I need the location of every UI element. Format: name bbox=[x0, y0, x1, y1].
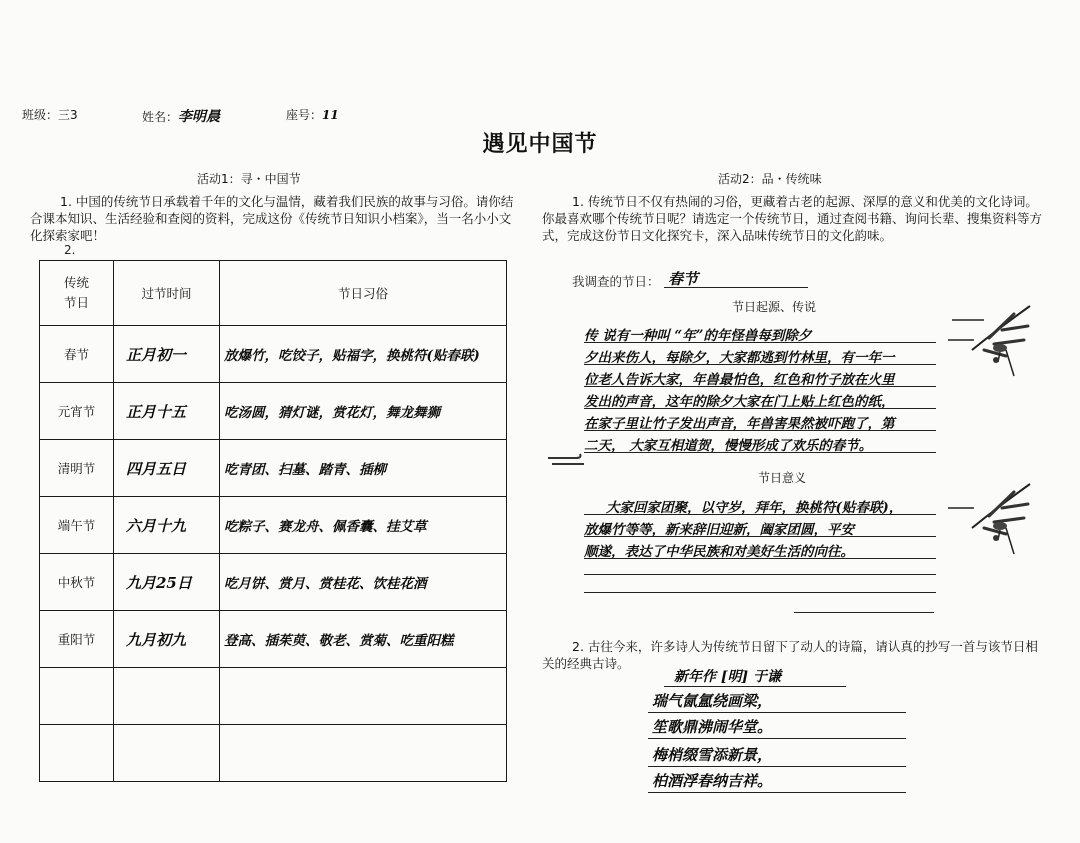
answer-line bbox=[584, 452, 936, 453]
class-label: 班级： bbox=[22, 108, 59, 122]
answer-line bbox=[648, 766, 906, 767]
name-field bbox=[142, 106, 220, 126]
festival-date: 九月初九 bbox=[114, 611, 220, 668]
activity-2-heading: 活动2：品・传统味 bbox=[718, 172, 822, 186]
table-row bbox=[40, 440, 507, 497]
bamboo-decoration-icon bbox=[944, 300, 1036, 380]
festival-name: 端午节 bbox=[40, 497, 114, 554]
activity-1-heading: 活动1：寻・中国节 bbox=[197, 172, 301, 186]
name-value: 李明晨 bbox=[178, 109, 221, 125]
festival-date bbox=[114, 725, 220, 782]
poem-line: 柏酒浮春纳吉祥。 bbox=[652, 772, 773, 790]
festival-date: 正月十五 bbox=[114, 383, 220, 440]
festival-name: 清明节 bbox=[40, 440, 114, 497]
festival-date: 六月十九 bbox=[114, 497, 220, 554]
item-2-label: 2. bbox=[64, 243, 76, 257]
class-value: 三3 bbox=[58, 108, 78, 122]
origin-heading: 节日起源、传说 bbox=[732, 300, 817, 314]
answer-line bbox=[648, 738, 906, 739]
table-header-row bbox=[40, 261, 507, 326]
meaning-line: 大家回家团聚，以守岁，拜年，换桃符(贴春联)， bbox=[606, 500, 903, 516]
answer-line bbox=[664, 287, 808, 288]
answer-line bbox=[584, 514, 936, 515]
festival-date: 四月五日 bbox=[114, 440, 220, 497]
poem-title: 新年作 [明] 于谦 bbox=[674, 669, 781, 685]
seat-field bbox=[286, 106, 339, 123]
table-row bbox=[40, 611, 507, 668]
poem-line: 梅梢缀雪添新景， bbox=[652, 746, 773, 764]
name-label: 姓名： bbox=[142, 110, 179, 124]
festival-customs: 吃粽子、赛龙舟、佩香囊、挂艾草 bbox=[220, 497, 507, 554]
festival-name: 中秋节 bbox=[40, 554, 114, 611]
origin-line: 发出的声音，这年的除夕大家在门上贴上红色的纸， bbox=[584, 394, 895, 410]
seat-label: 座号： bbox=[286, 108, 323, 122]
table-row bbox=[40, 554, 507, 611]
answer-line bbox=[584, 386, 936, 387]
origin-line: 位老人告诉大家，年兽最怕色，红色和竹子放在火里 bbox=[584, 372, 895, 388]
answer-line bbox=[584, 574, 936, 575]
festival-name bbox=[40, 725, 114, 782]
class-field bbox=[22, 106, 78, 123]
investigated-festival-value: 春节 bbox=[668, 270, 699, 288]
activity-1-instruction: 1. 中国的传统节日承载着千年的文化与温情，藏着我们民族的故事与习俗。请你结合课本知识、生活经验和查阅的资料，完成这份《传统节日知识小档案》，当一名小小文化探索家吧！ bbox=[30, 194, 514, 243]
table-row bbox=[40, 497, 507, 554]
table-row bbox=[40, 326, 507, 383]
meaning-line: 放爆竹等等，新来辞旧迎新，阖家团圆，平安 bbox=[584, 522, 854, 538]
festival-name bbox=[40, 668, 114, 725]
answer-line bbox=[648, 712, 906, 713]
festival-customs: 吃青团、扫墓、踏青、插柳 bbox=[220, 440, 507, 497]
poem-instruction: 2. 古往今来，许多诗人为传统节日留下了动人的诗篇，请认真的抄写一首与该节日相关的经典古诗。 bbox=[542, 639, 1038, 671]
answer-line bbox=[584, 558, 936, 559]
seat-value: 11 bbox=[322, 108, 339, 122]
answer-line bbox=[584, 408, 936, 409]
festival-customs bbox=[220, 725, 507, 782]
festival-date bbox=[114, 668, 220, 725]
answer-line bbox=[584, 364, 936, 365]
page-title: 遇见中国节 bbox=[482, 132, 598, 157]
festival-customs: 登高、插茱萸、敬老、赏菊、吃重阳糕 bbox=[220, 611, 507, 668]
table-row-empty bbox=[40, 725, 507, 782]
table-row bbox=[40, 383, 507, 440]
meaning-line: 顺遂，表达了中华民族和对美好生活的向往。 bbox=[584, 544, 854, 560]
origin-line: 在家子里让竹子发出声音，年兽害果然被吓跑了，第 bbox=[584, 416, 895, 432]
festival-name: 元宵节 bbox=[40, 383, 114, 440]
answer-line bbox=[584, 342, 936, 343]
activity-2-instruction: 1. 传统节日不仅有热闹的习俗，更藏着古老的起源、深厚的意义和优美的文化诗词。你最喜欢哪个传统节日呢？请选定一个传统节日，通过查阅书籍、询问长辈、搜集资料等方式，完成这份节日文化探究卡，深入品味传统节日的文化韵味。 bbox=[542, 194, 1043, 243]
festival-table bbox=[39, 260, 507, 782]
cloud-decoration-icon bbox=[546, 450, 588, 470]
festival-name: 春节 bbox=[40, 326, 114, 383]
festival-customs: 吃汤圆，猜灯谜，赏花灯，舞龙舞狮 bbox=[220, 383, 507, 440]
answer-line bbox=[794, 612, 934, 613]
answer-line bbox=[664, 686, 846, 687]
answer-line bbox=[584, 592, 936, 593]
festival-customs bbox=[220, 668, 507, 725]
festival-date: 正月初一 bbox=[114, 326, 220, 383]
festival-customs: 吃月饼、赏月、赏桂花、饮桂花酒 bbox=[220, 554, 507, 611]
festival-date: 九月25日 bbox=[114, 554, 220, 611]
investigated-festival-label: 我调查的节日： bbox=[572, 274, 660, 289]
origin-line: 夕出来伤人，每除夕，大家都逃到竹林里，有一年一 bbox=[584, 350, 895, 366]
column-header-date: 过节时间 bbox=[114, 261, 220, 326]
festival-name: 重阳节 bbox=[40, 611, 114, 668]
poem-line: 笙歌鼎沸闹华堂。 bbox=[652, 718, 773, 736]
table-row-empty bbox=[40, 668, 507, 725]
column-header-customs: 节日习俗 bbox=[220, 261, 507, 326]
answer-line bbox=[648, 792, 906, 793]
festival-customs: 放爆竹，吃饺子，贴福字，换桃符(贴春联) bbox=[220, 326, 507, 383]
meaning-heading: 节日意义 bbox=[758, 471, 807, 485]
origin-line: 二天， 大家互相道贺，慢慢形成了欢乐的春节。 bbox=[584, 438, 873, 454]
bamboo-decoration-icon bbox=[944, 478, 1036, 558]
origin-line: 传 说有一种叫 “年”的年怪兽每到除夕 bbox=[584, 328, 812, 344]
answer-line bbox=[584, 430, 936, 431]
answer-line bbox=[584, 536, 936, 537]
column-header-festival: 传统 节日 bbox=[40, 261, 114, 326]
poem-line: 瑞气氤氲绕画梁， bbox=[652, 692, 773, 710]
